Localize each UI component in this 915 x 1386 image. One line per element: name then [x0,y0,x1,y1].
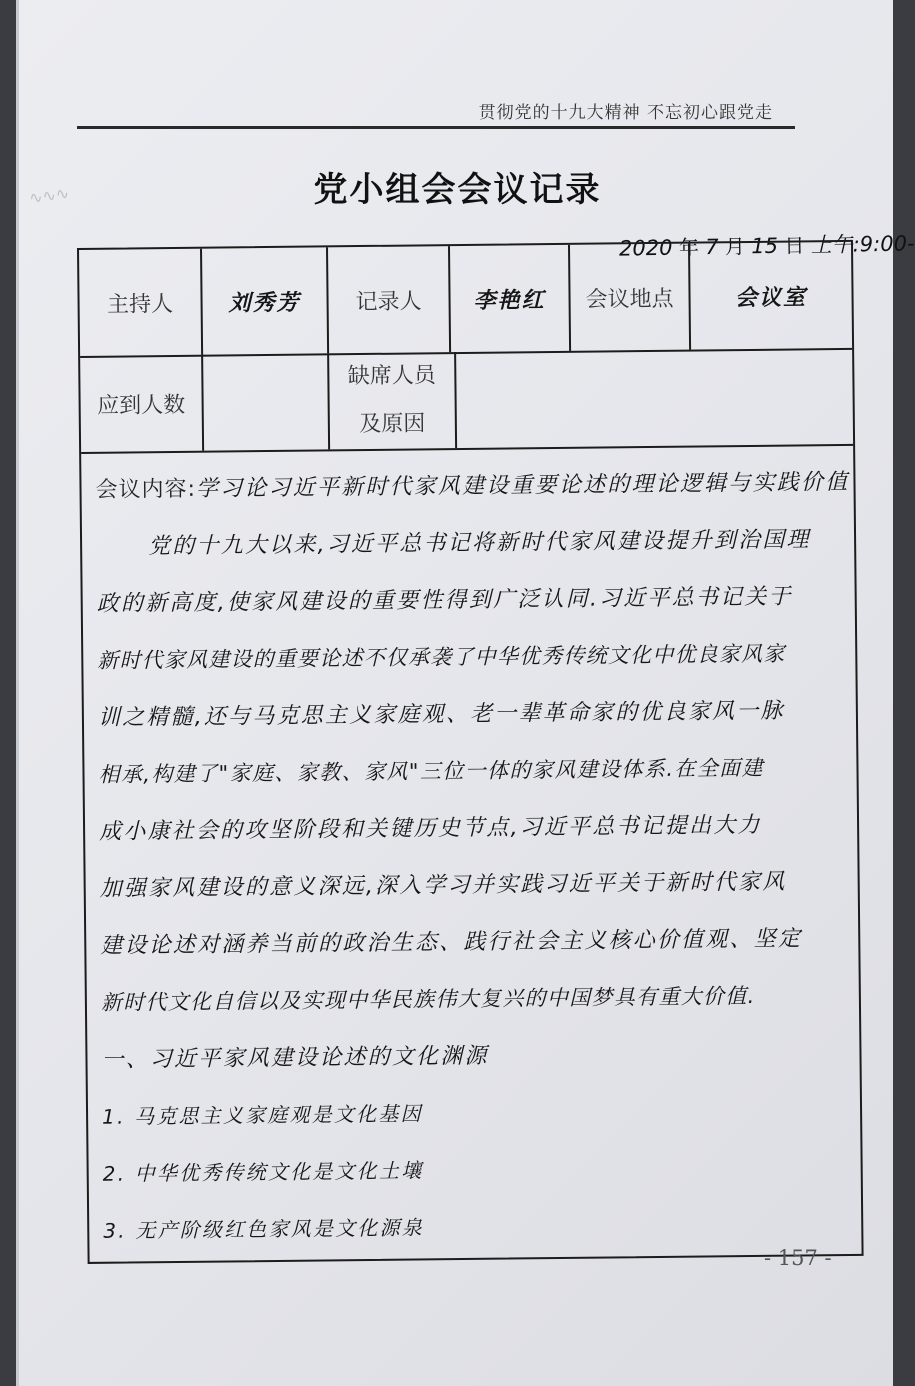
location-value: 会议室 [734,284,808,311]
date-month-unit: 月 [724,234,746,259]
meeting-content [95,454,853,1260]
expected-value [203,353,330,450]
recorder-value: 李艳红 [473,287,546,314]
content-line: 2. 中华优秀传统文化是文化土壤 [102,1158,424,1186]
content-line: 新时代文化自信以及实现中华民族伟大复兴的中国梦具有重大价值. [100,983,756,1015]
content-topic-line [95,454,850,519]
form-row-attendance [80,348,853,454]
host-label: 主持人 [79,249,203,356]
topic-value: 学习论习近平新时代家风建设重要论述的理论逻辑与实践价值 [195,469,850,502]
date-day: 15 [751,233,779,259]
recorder-label: 记录人 [328,246,451,353]
host-value-cell [202,247,329,354]
content-line: 新时代家风建设的重要论述不仅承袭了中华优秀传统文化中优良家风家 [97,641,786,673]
content-line: 建设论述对涵养当前的政治生态、践行社会主义核心价值观、坚定 [100,926,803,959]
date-day-unit: 日 [784,233,805,258]
bleed-through-mark: ∿∿∿ [27,183,71,208]
content-line: 相承,构建了"家庭、家教、家风"三位一体的家风建设体系.在全面建 [98,755,765,787]
content-line: 训之精髓,还与马克思主义家庭观、老一辈革命家的优良家风一脉 [97,698,785,731]
location-label: 会议地点 [570,244,691,351]
topic-label: 会议内容: [95,476,197,503]
date-time: 上午:9:00- [810,231,915,258]
content-line: 一、习近平家风建设论述的文化渊源 [101,1043,489,1073]
header-slogan: 贯彻党的十九大精神 不忘初心跟党走 [478,103,773,123]
date-year: 2020 [618,235,673,261]
meeting-record-form [77,240,864,1264]
content-line: 3. 无产阶级红色家风是文化源泉 [103,1215,425,1243]
page-number: - 157 - [764,1246,832,1270]
absent-label [329,352,457,449]
absent-value [456,348,853,448]
location-value-cell [690,242,852,350]
date-month: 7 [704,234,719,260]
absent-label-line-2: 及原因 [359,411,426,438]
content-line: 1. 马克思主义家庭观是文化基因 [101,1101,423,1129]
form-row-staff [79,242,852,358]
page-title: 党小组会会议记录 [313,170,602,210]
absent-label-line-1: 缺席人员 [347,363,436,390]
content-line: 加强家风建设的意义深远,深入学习并实践习近平关于新时代家风 [99,869,787,902]
content-line: 党的十九大以来,习近平总书记将新时代家风建设提升到治国理 [148,527,811,560]
recorder-value-cell [450,245,571,352]
content-line: 政的新高度,使家风建设的重要性得到广泛认同.习近平总书记关于 [96,584,793,617]
date-year-unit: 年 [678,235,700,260]
expected-label: 应到人数 [80,355,204,452]
content-line: 成小康社会的攻坚阶段和关键历史节点,习近平总书记提出大力 [98,812,762,845]
host-value: 刘秀芳 [228,290,301,316]
notebook-page [16,0,915,1386]
